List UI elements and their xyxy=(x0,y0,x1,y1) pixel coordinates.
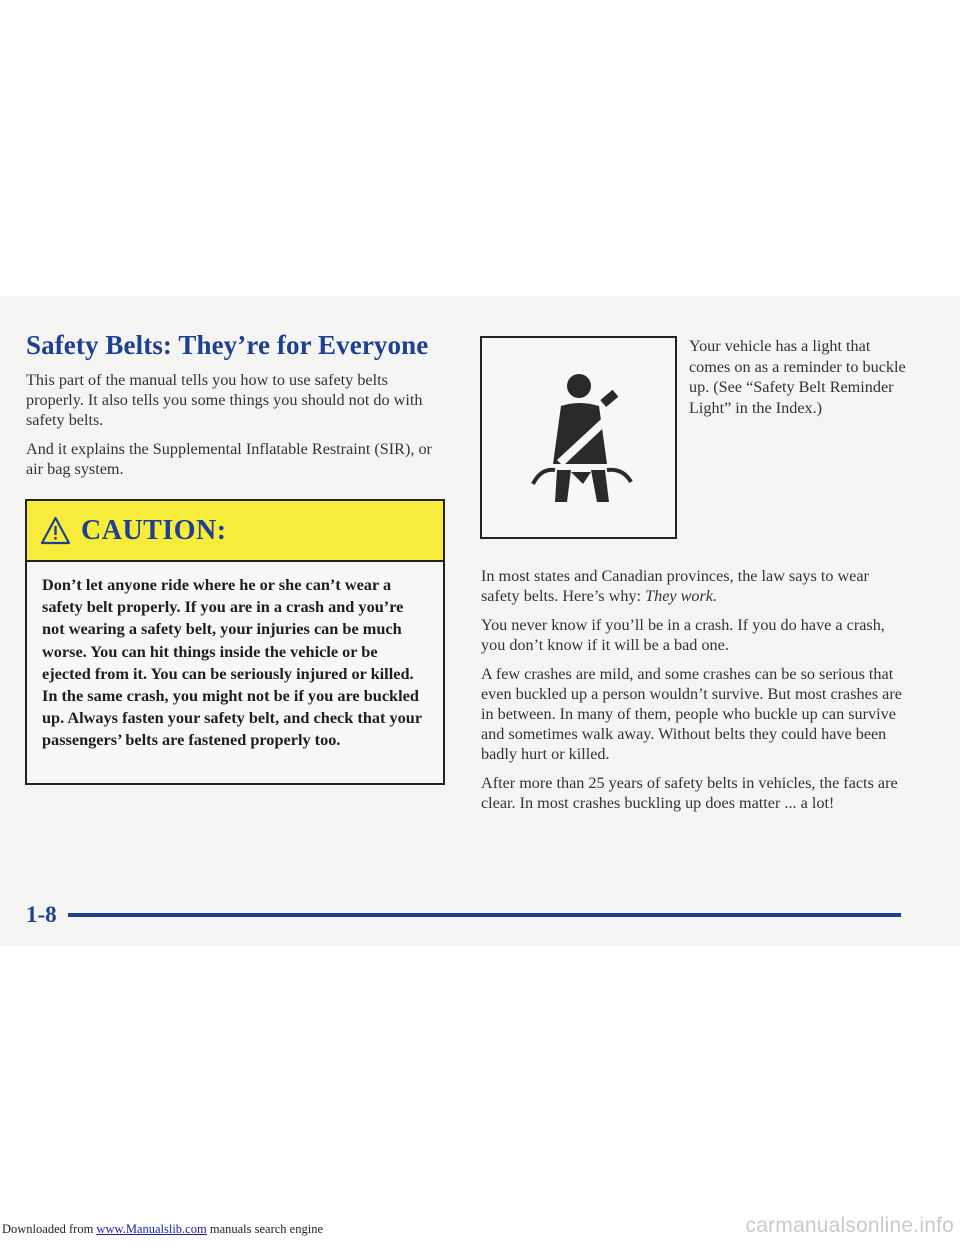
intro-paragraph: This part of the manual tells you how to use safety belts properly. It also tells you some things you should not do with safety belts. xyxy=(26,371,423,429)
seatbelt-icon-box xyxy=(480,336,677,539)
body-paragraph xyxy=(481,566,911,606)
footer-rule xyxy=(68,913,901,917)
warning-triangle-icon xyxy=(40,516,71,545)
caution-text: Don’t let anyone ride where he or she can’t wear a safety belt properly. If you are in a crash and you’re not wearing a safety belt, your injuries can be much worse. You can hit things inside the vehicle or be ejected from it. You can be seriously injured or killed. In the same crash, you might not be if you are buckled up. Always fasten your safety belt, and check that your passengers’ belts are fastened properly too. xyxy=(42,575,422,750)
body-paragraph: You never know if you’ll be in a crash. If you do have a crash, you don’t know if it will be a bad one. xyxy=(481,616,885,654)
caution-box xyxy=(25,499,445,785)
intro-section xyxy=(26,370,446,488)
body-paragraph: After more than 25 years of safety belts in vehicles, the facts are clear. In most crashes buckling up does matter ... a lot! xyxy=(481,774,898,812)
page-title: Safety Belts: They’re for Everyone xyxy=(26,330,429,360)
credit-suffix: manuals search engine xyxy=(206,1222,323,1236)
body-text: In most states and Canadian provinces, the law says to wear safety belts. Here’s why: xyxy=(481,567,869,605)
caution-label: CAUTION: xyxy=(81,514,227,546)
credit-prefix: Downloaded from xyxy=(2,1222,97,1236)
emphasis-text: They work. xyxy=(645,587,718,605)
watermark: carmanualsonline.info xyxy=(745,1214,954,1237)
body-paragraph: A few crashes are mild, and some crashes can be so serious that even buckled up a person wouldn’t survive. But most crashes are in between. In many of them, people who buckle up can survive and sometimes walk away. Without belts they could have been badly hurt or killed. xyxy=(481,665,902,763)
intro-paragraph: And it explains the Supplemental Inflatable Restraint (SIR), or air bag system. xyxy=(26,440,432,478)
manualslib-link[interactable]: www.Manualslib.com xyxy=(96,1222,207,1236)
body-section xyxy=(481,566,911,822)
reminder-text: Your vehicle has a light that comes on as a reminder to buckle up. (See “Safety Belt Reminder Light” in the Index.) xyxy=(689,337,906,417)
caution-header xyxy=(27,501,443,562)
page-number: 1-8 xyxy=(26,902,57,927)
seatbelt-reminder-icon xyxy=(527,372,637,510)
download-credit xyxy=(2,1222,323,1237)
